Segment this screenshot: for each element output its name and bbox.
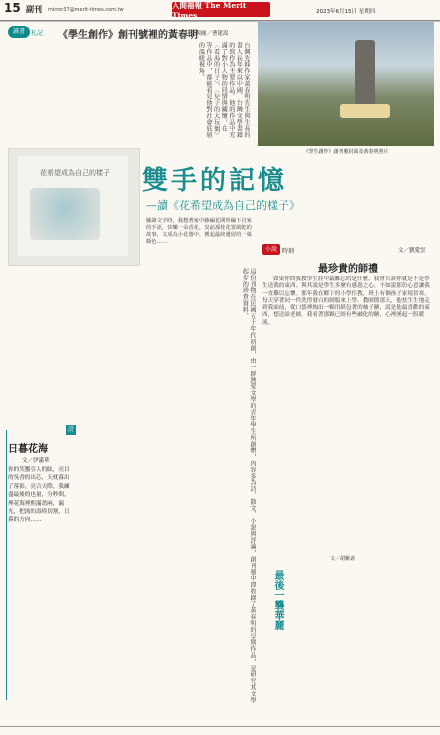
photo	[258, 22, 434, 146]
main-article-body: 這份刊物在民國五十年代初創，由一群熱愛文學的青年學生所創辦，內容多為詩、散文、小說與評論，創刊號中即收錄了黃春明的早期作品，是研究其文學起步的珍貴資料。	[241, 268, 256, 704]
issue-date: 2023年6月15日 星期四	[316, 9, 376, 15]
page-number: 15	[4, 1, 21, 15]
subtitle: —讀《花希望成為自己的樣子》	[146, 199, 300, 212]
book-illustration	[30, 188, 100, 240]
photo-caption: 《學生創作》創刊號封面及黃春明照片	[303, 149, 389, 155]
footer-divider	[0, 726, 440, 727]
article-body: 台灣先鋒作家黃春明先生與生長的書人長年來以中國、台灣文學書籍的寫作為主要作品。他的作品中充滿了對小人物的同情與關懷，在〈看海的日子〉、〈兒子的大玩偶〉等作品中，都能看見他對社會底層的溫暖視角。	[197, 42, 250, 139]
book-title: 花希望成為自己的樣子	[40, 169, 110, 177]
article-author: 文與圖／曹建嵩	[190, 31, 229, 37]
right-column-body: 如果你問我教學生涯中最難忘的是什麼，我會告訴你就是不是學生送我的東西。與其說是學生多麼有感恩之心，不如說那份心意讓我一直難以忘懷。那年我在鄉下的小學任教，班上有個孩子家境貧寒，每天穿著同一件洗得發白的制服來上學。教師節那天，他怯生生地走到我面前，從口袋裡掏出一顆用紙包著的柚子糖，說是他最喜歡的東西，想送給老師。我看著那顆已經有些融化的糖，心裡湧起一股暖流。	[262, 276, 430, 326]
main-title: 雙手的記憶	[142, 166, 288, 196]
email-address: mirror37@merit-times.com.tw	[48, 7, 124, 13]
sub-article-title: 最後一襲華麗	[272, 570, 283, 630]
column-word: 札記	[31, 30, 44, 37]
poem-lines: 你的笑靨引人的眩，亮目的吳香的出芯，天枕暮出了落影，亮合天際，我練盡最後的也量，分秒間，理花海裡熙滿盈兩，漏光，把流的壽倚切割，日暮的方向……	[8, 467, 70, 524]
article-title: 《學生創作》創刊號裡的黃春明	[58, 30, 198, 41]
column-badge: 讀書	[8, 26, 30, 38]
memorial-stone	[355, 40, 375, 108]
poem-title: 日暮花海	[8, 444, 48, 455]
right-column-author: 文／劉愛雲	[398, 248, 426, 254]
sub-article-author: 文／胡紫壽	[330, 556, 356, 562]
intro-text: 蘇讀文字時，我想著家中藤編花間所編下自家的手語，快樂一朵香花，臭前那桂花置風乾的故事，文成為小花器中，獲起最終遺留的一幕顏色……	[146, 218, 252, 245]
right-column-badge: 小說	[262, 244, 280, 255]
right-column-title: 最珍貴的師禮	[318, 264, 378, 275]
poem-badge: 詩	[67, 426, 74, 433]
newspaper-logo: 人間福報 The Merit Times	[172, 2, 270, 17]
poem-author: 文／伊滿華	[22, 458, 50, 464]
section-name: 副刊	[26, 4, 42, 14]
right-column-label: 時刻	[282, 248, 295, 255]
flowers	[340, 104, 390, 118]
